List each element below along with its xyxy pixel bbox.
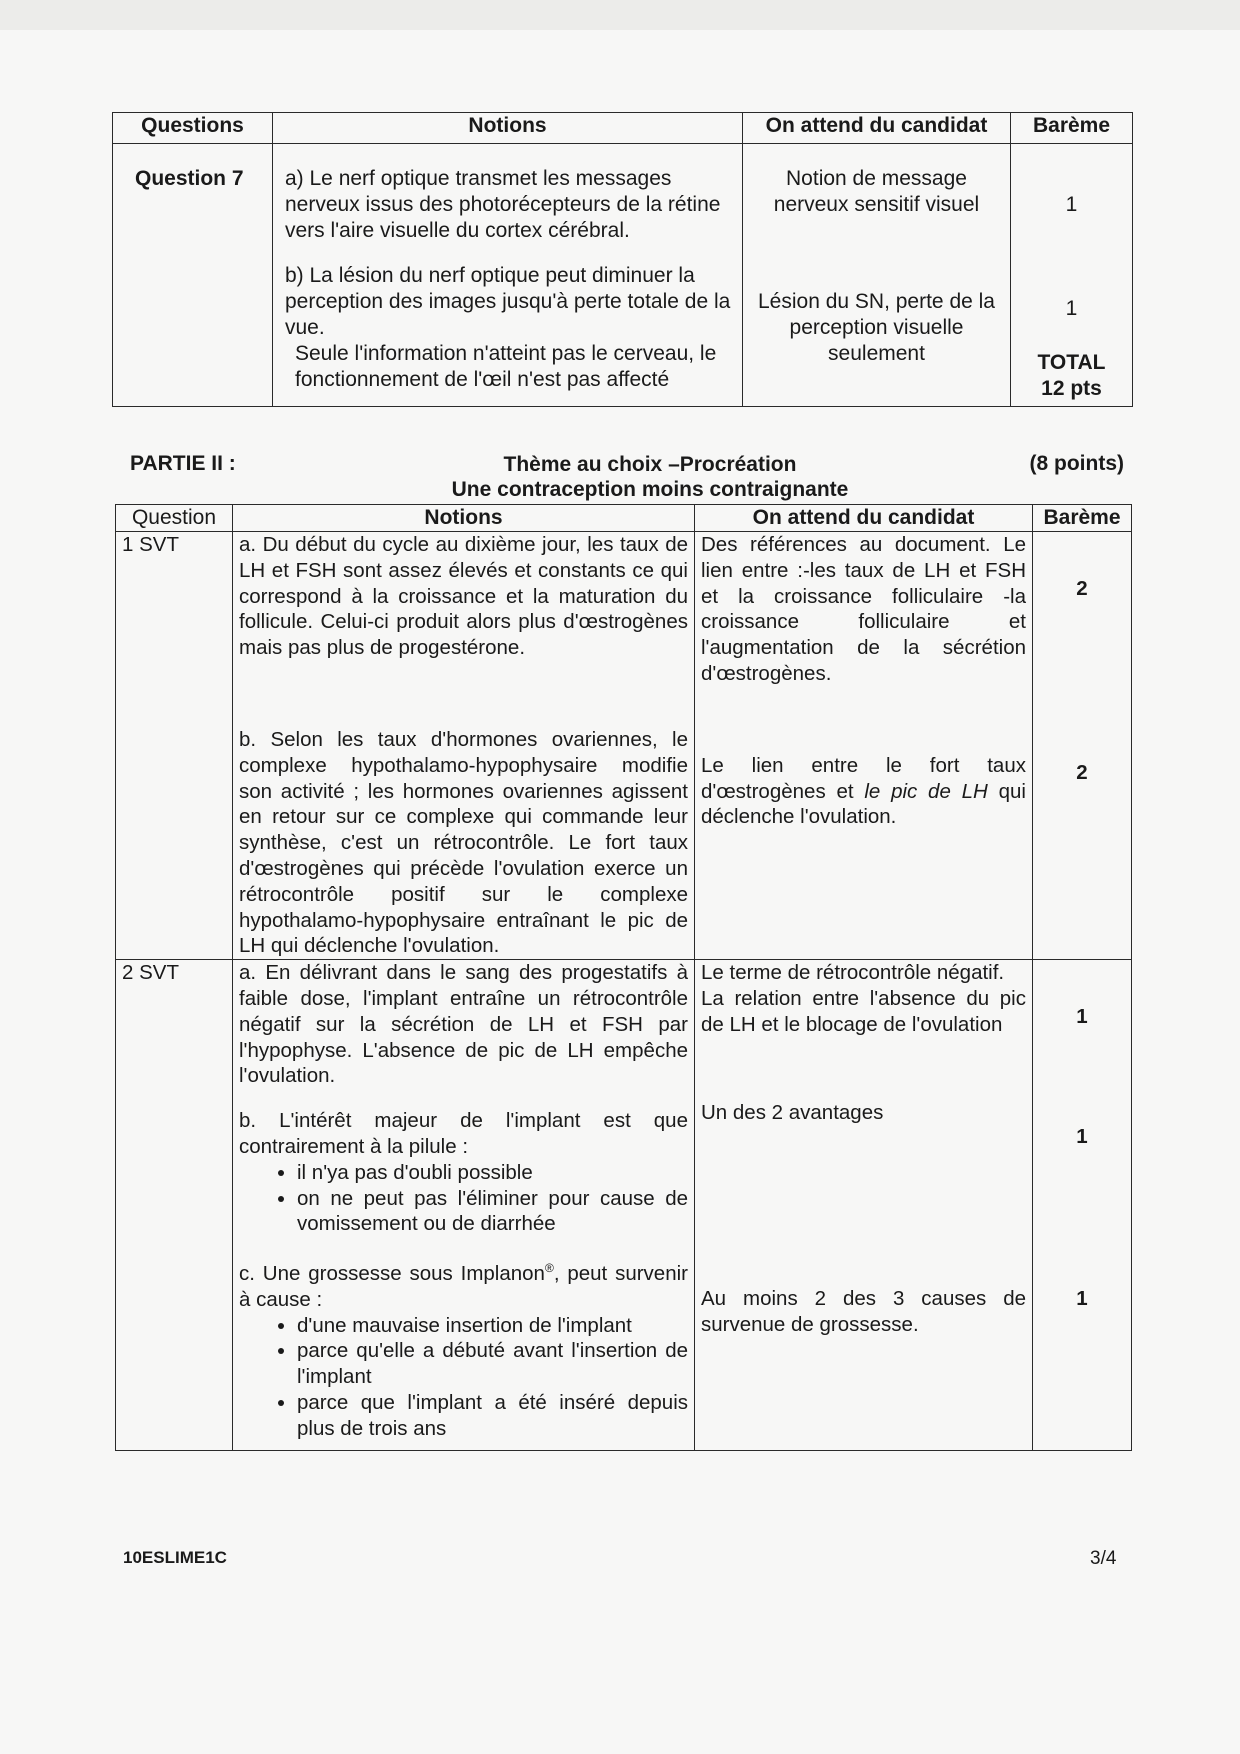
notion-b: b) La lésion du nerf optique peut diminuer la perception des images jusqu'à perte totale de la vue. <box>285 264 731 339</box>
attend-a: Des références au document. Le lien entre :-les taux de LH et FSH et la croissance folliculaire -la croissance folliculaire et l'augmentation de la sécrétion d'œstrogènes. <box>701 533 1026 685</box>
attend-b <box>701 753 1026 830</box>
notions-cell <box>233 960 695 1451</box>
bareme-a: 1 <box>1076 1005 1088 1029</box>
notion-a: a) Le nerf optique transmet les messages nerveux issus des photorécepteurs de la rétine vers l'aire visuelle du cortex cérébral. <box>285 167 721 242</box>
question-label: 2 SVT <box>116 960 233 1451</box>
part-theme-subtitle: Une contraception moins contraignante <box>451 478 849 501</box>
list-item: • on ne peut pas l'éliminer pour cause de vomissement ou de diarrhée <box>297 1186 688 1238</box>
bareme-b: 1 <box>1076 1125 1088 1149</box>
part-label: PARTIE II : <box>130 452 236 475</box>
grading-table-part1 <box>112 112 1133 407</box>
list-item: • parce qu'elle a débuté avant l'insertion de l'implant <box>297 1338 688 1390</box>
notions-cell <box>273 144 743 407</box>
table-row <box>113 144 1133 407</box>
attend-a: Notion de message nerveux sensitif visuel <box>773 167 980 216</box>
bareme-b: 1 <box>1065 297 1078 320</box>
bullet-list-b <box>239 1160 688 1237</box>
grading-table-part2 <box>115 504 1132 1451</box>
attend-b: Un des 2 avantages <box>701 1101 884 1125</box>
attend-b-part1: Le lien entre le fort taux d'œstrogènes et <box>701 753 1026 803</box>
bareme-b: 2 <box>1076 761 1088 784</box>
attend-b-italic: le pic de LH <box>864 779 988 803</box>
col-header-attend: On attend du candidat <box>743 113 1011 144</box>
col-header-bareme: Barème <box>1011 113 1133 144</box>
notion-c-part2: , peut survenir à cause : <box>239 1261 688 1311</box>
col-header-bareme: Barème <box>1033 505 1132 532</box>
notion-c-part1: c. Une grossesse sous Implanon <box>239 1261 545 1285</box>
document-code: 10ESLIME1C <box>123 1548 227 1567</box>
page-number: 3/4 <box>1090 1548 1117 1569</box>
bullet-list-c <box>239 1313 688 1442</box>
attend-c: Au moins 2 des 3 causes de survenue de grossesse. <box>701 1287 1026 1336</box>
attend-b-part2: qui déclenche l'ovulation. <box>701 779 1026 829</box>
question-label: 1 SVT <box>116 532 233 960</box>
notions-cell <box>233 532 695 960</box>
bareme-cell <box>1033 960 1132 1451</box>
total-points: 12 pts <box>1041 377 1102 400</box>
attend-a: Le terme de rétrocontrôle négatif. <box>701 961 1005 985</box>
notion-b: b. L'intérêt majeur de l'implant est que contrairement à la pilule : <box>239 1109 688 1158</box>
part-theme-title: Thème au choix –Procréation <box>503 453 797 476</box>
bareme-c: 1 <box>1076 1287 1088 1311</box>
total-label: TOTAL <box>1037 351 1106 374</box>
table-header-row <box>113 113 1133 144</box>
bareme-cell <box>1011 144 1133 407</box>
table-row <box>116 532 1132 960</box>
col-header-question: Question <box>116 505 233 532</box>
notion-a: a. Du début du cycle au dixième jour, les taux de LH et FSH sont assez élevés et constants ce qui correspond à la croissance et la maturation du follicule. Celui-ci produit alors plus d'œstrogènes mais pas plus de progestérone. <box>239 533 688 660</box>
list-item: • parce que l'implant a été inséré depuis plus de trois ans <box>297 1390 688 1442</box>
table-header-row <box>116 505 1132 532</box>
notion-c <box>239 1256 688 1312</box>
notion-b-note: Seule l'information n'atteint pas le cerveau, le fonctionnement de l'œil n'est pas affecté <box>295 342 717 391</box>
bareme-cell <box>1033 532 1132 960</box>
col-header-attend: On attend du candidat <box>695 505 1033 532</box>
list-item: • d'une mauvaise insertion de l'implant <box>297 1313 688 1339</box>
attend-b: Lésion du SN, perte de la perception visuelle seulement <box>758 290 995 365</box>
col-header-questions: Questions <box>113 113 273 144</box>
part-theme <box>430 452 870 502</box>
part-points: (8 points) <box>1029 452 1124 475</box>
attend-cell <box>695 960 1033 1451</box>
attend-cell <box>743 144 1011 407</box>
col-header-notions: Notions <box>233 505 695 532</box>
attend-cell <box>695 532 1033 960</box>
scan-edge <box>0 0 1240 30</box>
notion-a: a. En délivrant dans le sang des progestatifs à faible dose, l'implant entraîne un rétrocontrôle négatif sur la sécrétion de LH et FSH par l'hypophyse. L'absence de pic de LH empêche l'ovulation. <box>239 961 688 1088</box>
bareme-a: 1 <box>1065 193 1078 216</box>
list-item: • il n'ya pas d'oubli possible <box>297 1160 688 1186</box>
col-header-notions: Notions <box>273 113 743 144</box>
notion-b: b. Selon les taux d'hormones ovariennes, le complexe hypothalamo-hypophysaire modifie son activité ; les hormones ovariennes agissent en retour sur ce complexe qui commande leur synthèse, c'est un rétrocontrôle. Le fort taux d'œstrogènes qui précède l'ovulation exerce un rétrocontrôle positif sur le complexe hypothalamo-hypophysaire entraînant le pic de LH qui déclenche l'ovulation. <box>239 727 688 958</box>
table-row <box>116 960 1132 1451</box>
registered-mark: ® <box>544 1261 554 1276</box>
attend-a2: La relation entre l'absence du pic de LH et le blocage de l'ovulation <box>701 986 1026 1036</box>
bareme-a: 2 <box>1076 577 1088 600</box>
question-label: Question 7 <box>113 144 273 407</box>
